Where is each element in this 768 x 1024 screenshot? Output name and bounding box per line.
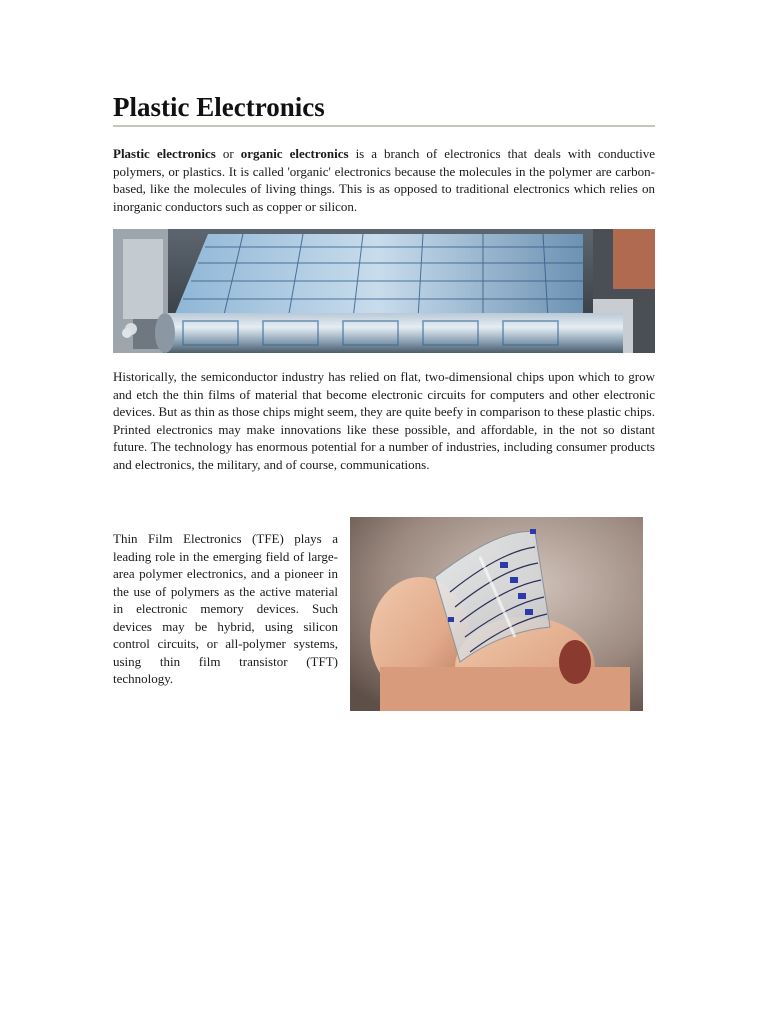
tfe-paragraph: Thin Film Electronics (TFE) plays a leading role in the emerging field of large-area polymer electronics, and a pioneer in the use of polymers as the active material in electronic memory devices. Such devices may be hybrid, using silicon control circuits, or all-polymer systems, using thin film transistor (TFT) technology. [113, 531, 338, 686]
term-organic-electronics: organic electronics [240, 146, 349, 161]
history-paragraph: Historically, the semiconductor industry has relied on flat, two-dimensional chips upon which to grow and etch the thin films of material that become electronic circuits for computers and other electronic devices. But as thin as those chips might seem, they are quite beefy in comparison to these plastic chips. Printed electronics may make innovations like these possible, and affordable, in the not so distant future. The technology has enormous potential for a number of industries, including consumer products and electronics, the military, and of course, communications. [113, 369, 655, 472]
page-title: Plastic Electronics [113, 92, 325, 122]
intro-text: is a branch of electronics that deals with conductive polymers, or plastics. It is called 'organic' electronics because the molecules in the polymer are carbon-based, like the molecules of living things. This is as opposed to traditional electronics which relies on inorganic conductors such as copper or silicon. [113, 146, 656, 214]
flexible-plastic-chip-icon [350, 517, 643, 711]
intro-connector: or [215, 146, 241, 161]
flexible-chip-photo [350, 517, 643, 711]
intro-paragraph [113, 145, 655, 215]
roll-printing-photo [113, 229, 655, 353]
roll-to-roll-printing-icon [113, 229, 655, 353]
title-divider [113, 125, 655, 127]
term-plastic-electronics: Plastic electronics [113, 146, 216, 161]
